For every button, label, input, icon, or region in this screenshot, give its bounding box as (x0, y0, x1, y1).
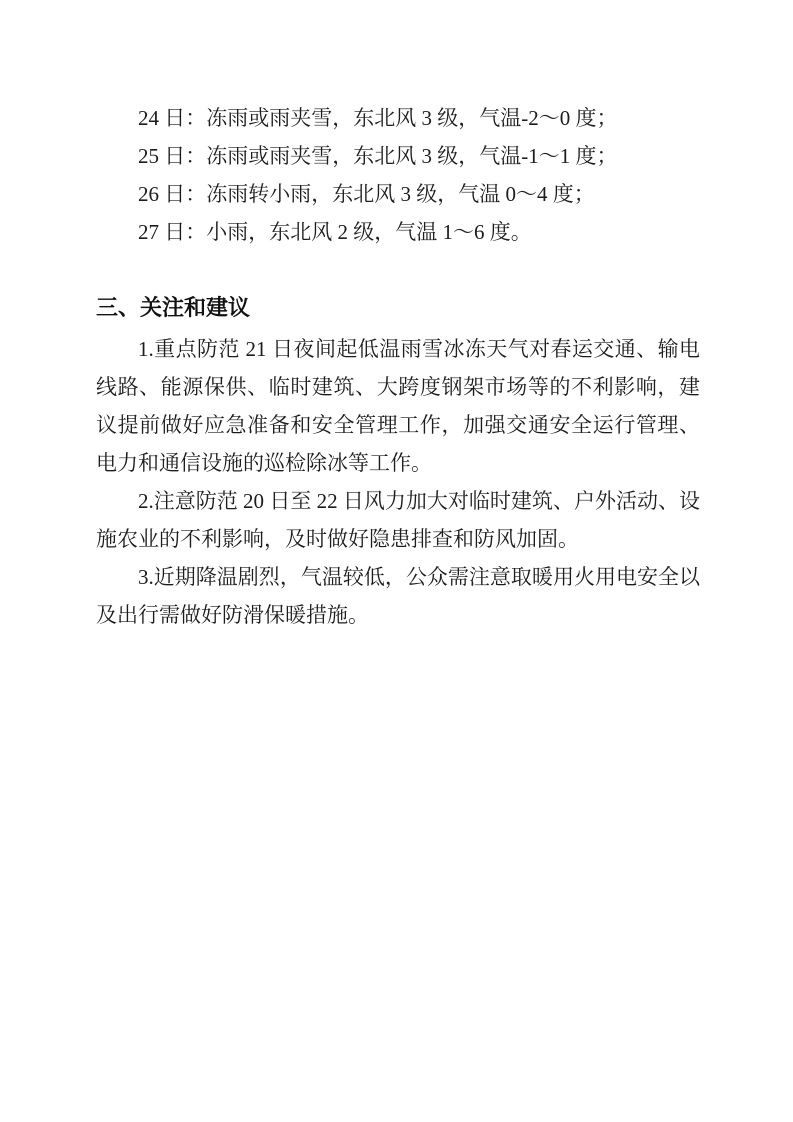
recommendation-paragraph-2: 2.注意防范 20 日至 22 日风力加大对临时建筑、户外活动、设施农业的不利影响，及时做好隐患排查和防风加固。 (96, 489, 700, 551)
section-heading: 三、关注和建议 (96, 295, 251, 320)
forecast-line-25: 25 日：冻雨或雨夹雪，东北风 3 级，气温-1～1 度； (138, 144, 618, 168)
recommendation-paragraph-3: 3.近期降温剧烈，气温较低，公众需注意取暖用火用电安全以及出行需做好防滑保暖措施。 (96, 565, 700, 627)
recommendation-paragraph-1: 1.重点防范 21 日夜间起低温雨雪冰冻天气对春运交通、输电线路、能源保供、临时建筑、大跨度钢架市场等的不利影响，建议提前做好应急准备和安全管理工作，加强交通安全运行管理、电力和通信设施的巡检除冰等工作。 (96, 337, 700, 475)
forecast-list (96, 99, 700, 251)
forecast-line-26: 26 日：冻雨转小雨，东北风 3 级，气温 0～4 度； (138, 182, 595, 206)
recommendations (96, 330, 700, 634)
document-body (96, 99, 700, 634)
forecast-line-27: 27 日：小雨，东北风 2 级，气温 1～6 度。 (138, 220, 532, 244)
forecast-line-24: 24 日：冻雨或雨夹雪，东北风 3 级，气温-2～0 度； (138, 106, 618, 130)
